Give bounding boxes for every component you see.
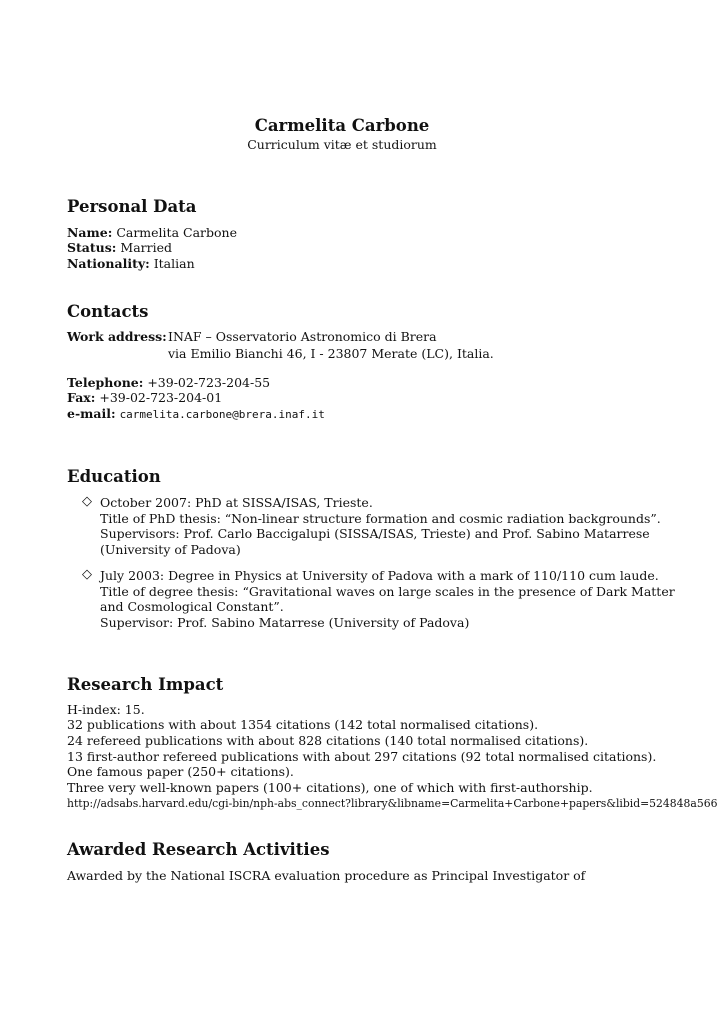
telephone-label: Telephone: (67, 375, 144, 390)
name-label: Name: (67, 225, 113, 240)
research-line-3: 24 refereed publications with about 828 citations (140 total normalised citations). (67, 733, 589, 748)
fax-value: +39-02-723-204-01 (99, 390, 223, 405)
ads-library-link[interactable]: http://adsabs.harvard.edu/cgi-bin/nph-abs_connect?library&libname=Carmelita+Carbone+papers&libid=524848a566 (67, 797, 718, 810)
diamond-bullet-icon: ◇ (82, 567, 92, 582)
telephone-row (67, 375, 270, 391)
research-line-1: H-index: 15. (67, 702, 145, 717)
education-item-1-line-2: Title of PhD thesis: “Non-linear structure formation and cosmic radiation backgrounds”. (100, 511, 661, 526)
contacts-heading: Contacts (67, 302, 149, 321)
education-item-2-line-3: and Cosmological Constant”. (100, 599, 284, 614)
fax-row (67, 390, 222, 406)
status-label: Status: (67, 240, 117, 255)
telephone-value: +39-02-723-204-55 (147, 375, 271, 390)
nationality-value: Italian (153, 256, 195, 271)
email-link[interactable]: carmelita.carbone@brera.inaf.it (119, 408, 325, 421)
diamond-bullet-icon: ◇ (82, 494, 92, 509)
work-address-label: Work address: (67, 329, 167, 344)
education-item-1-line-3: Supervisors: Prof. Carlo Baccigalupi (SISSA/ISAS, Trieste) and Prof. Sabino Matarrese (100, 526, 650, 541)
personal-data-heading: Personal Data (67, 197, 197, 216)
research-line-5: One famous paper (250+ citations). (67, 764, 294, 779)
personal-status-row (67, 240, 172, 256)
education-item-1-line-1: October 2007: PhD at SISSA/ISAS, Trieste. (100, 495, 373, 510)
cv-subtitle: Curriculum vitæ et studiorum (247, 137, 437, 152)
email-label: e-mail: (67, 406, 116, 421)
personal-nationality-row (67, 256, 195, 272)
cv-title: Carmelita Carbone (254, 116, 430, 135)
awarded-text: Awarded by the National ISCRA evaluation procedure as Principal Investigator of (67, 868, 586, 883)
fax-label: Fax: (67, 390, 96, 405)
education-item-2-line-4: Supervisor: Prof. Sabino Matarrese (University of Padova) (100, 615, 470, 630)
nationality-label: Nationality: (67, 256, 150, 271)
awarded-activities-heading: Awarded Research Activities (67, 840, 330, 859)
research-impact-heading: Research Impact (67, 675, 224, 694)
education-item-2-line-2: Title of degree thesis: “Gravitational waves on large scales in the presence of Dark Matter (100, 584, 675, 599)
status-value: Married (120, 240, 173, 255)
work-address-line2: via Emilio Bianchi 46, I - 23807 Merate (LC), Italia. (168, 346, 494, 361)
research-line-2: 32 publications with about 1354 citations (142 total normalised citations). (67, 717, 539, 732)
education-heading: Education (67, 467, 161, 486)
name-value: Carmelita Carbone (116, 225, 237, 240)
research-line-6: Three very well-known papers (100+ citations), one of which with first-authorship. (67, 780, 593, 795)
personal-name-row (67, 225, 237, 241)
education-item-2-line-1: July 2003: Degree in Physics at University of Padova with a mark of 110/110 cum laude. (100, 568, 659, 583)
education-item-1-line-4: (University of Padova) (100, 542, 241, 557)
research-line-4: 13 first-author refereed publications with about 297 citations (92 total normalised citations). (67, 749, 657, 764)
work-address-line1: INAF – Osservatorio Astronomico di Brera (168, 329, 437, 344)
email-row (67, 406, 325, 423)
